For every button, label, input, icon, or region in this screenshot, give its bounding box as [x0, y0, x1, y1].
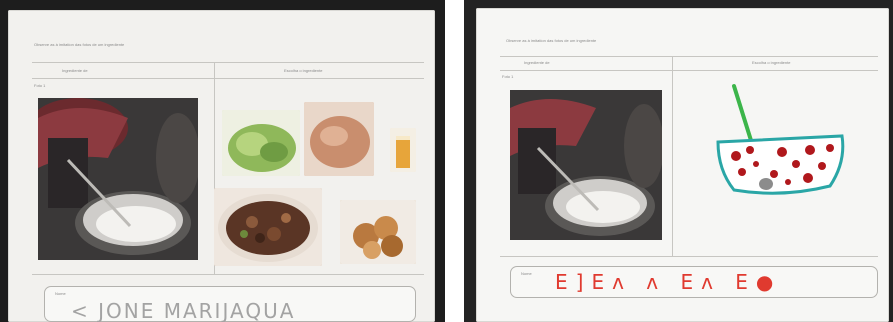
ingredient-photo-stew[interactable] — [214, 188, 322, 266]
answer-label: Nome — [521, 271, 532, 276]
cooking-pot-illustration — [38, 98, 198, 260]
answer-label: Nome — [55, 291, 66, 296]
photo-caption: Foto 1 — [502, 74, 514, 79]
worksheet-prompt: Observe as à imitation das fotos de um ingrediente — [34, 42, 125, 47]
column-left-title: Ingrediente de — [62, 68, 88, 73]
cabbage-illustration — [222, 110, 300, 176]
fried-food-illustration — [340, 200, 416, 264]
worksheet-photo-left — [0, 0, 445, 322]
worksheet-sheet — [476, 8, 889, 322]
worksheet-prompt: Observe as à imitation das fotos de um ingrediente — [506, 38, 597, 43]
ingredient-photo-juice[interactable] — [390, 128, 416, 172]
juice-glass-illustration — [390, 128, 416, 172]
ingredient-photo-meat[interactable] — [304, 102, 374, 176]
handwritten-answer: E]Eᴧ ᴧ Eᴧ E● — [555, 270, 782, 294]
column-right-title: Escolha o ingrediente — [284, 68, 323, 73]
worksheet-sheet — [8, 10, 435, 322]
worksheet-photo-right — [464, 0, 893, 322]
cooking-pot-photo — [38, 98, 198, 260]
answer-box[interactable] — [44, 286, 416, 322]
table-column-divider — [672, 56, 673, 256]
table-bottom-rule — [500, 256, 878, 257]
cooking-pot-illustration — [510, 90, 662, 240]
answer-box[interactable] — [510, 266, 878, 298]
table-top-rule — [500, 56, 878, 57]
child-drawing-bean-bowl — [712, 80, 852, 210]
cooking-pot-photo — [510, 90, 662, 240]
table-top-rule — [32, 62, 424, 63]
photo-caption: Foto 1 — [34, 83, 46, 88]
meat-illustration — [304, 102, 374, 176]
column-left-title: Ingrediente de — [524, 60, 550, 65]
bean-bowl-drawing — [712, 80, 852, 210]
table-bottom-rule — [32, 274, 424, 275]
ingredient-photo-fried-food[interactable] — [340, 200, 416, 264]
handwritten-answer: < JONE MARIJAQUA — [71, 299, 296, 322]
table-header-rule — [500, 70, 878, 71]
stew-illustration — [214, 188, 322, 266]
column-right-title: Escolha o ingrediente — [752, 60, 791, 65]
ingredient-photo-cabbage[interactable] — [222, 110, 300, 176]
table-header-rule — [32, 78, 424, 79]
